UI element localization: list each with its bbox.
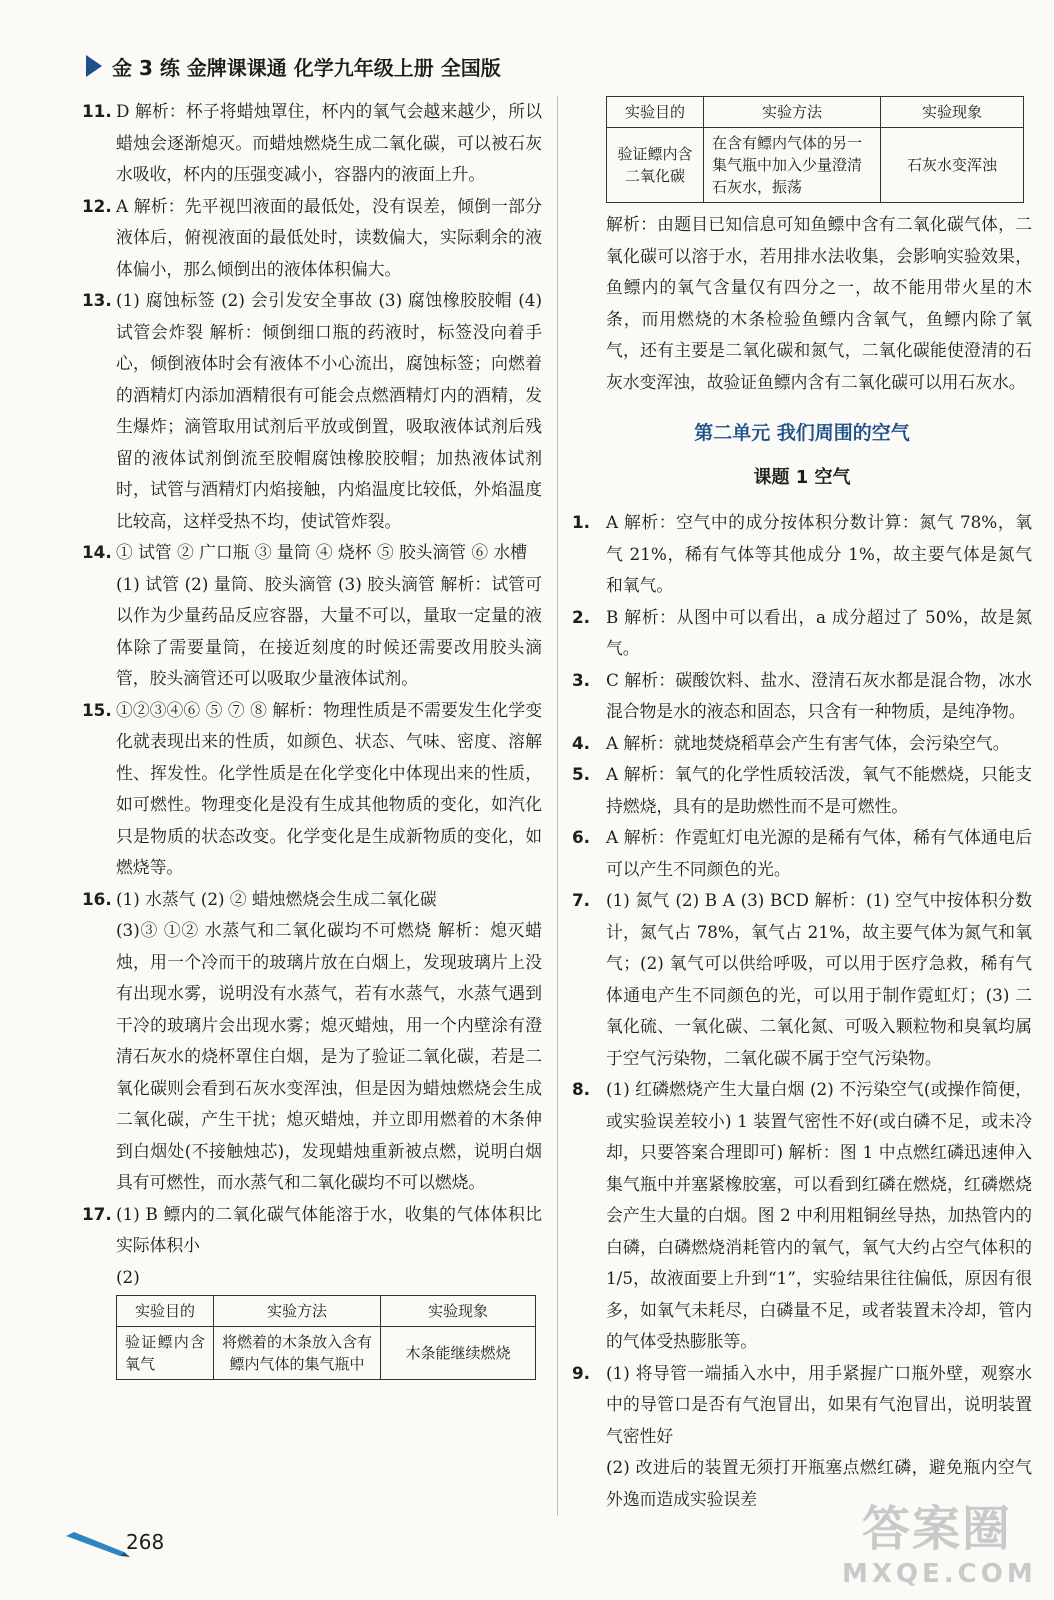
table-header: 实验目的 (607, 97, 704, 128)
header-title: 金 3 练 金牌课课通 化学九年级上册 全国版 (112, 55, 501, 80)
question-4: 4. A 解析：就地焚烧稻草会产生有害气体，会污染空气。 (572, 732, 1010, 753)
question-11: 11. D 解析：杯子将蜡烛罩住，杯内的氧气会越来越少，所以蜡烛会逐渐熄灭。而蜡烛燃烧生成二氧化碳，可以被石灰水吸收，杯内的压强变减小，容器内的液面上升。 (82, 101, 542, 184)
question-3: 3. C 解析：碳酸饮料、盐水、澄清石灰水都是混合物，冰水混合物是水的液态和固态，只含有一种物质，是纯净物。 (572, 669, 1032, 721)
left-column (82, 96, 542, 1380)
table-cell: 验证鳔内含二氧化碳 (607, 128, 704, 203)
question-15: 15. ①②③④⑥ ⑤ ⑦ ⑧ 解析：物理性质是不需要发生化学变化就表现出来的性质，如颜色、状态、气味、密度、溶解性、挥发性。化学性质是在化学变化中体现出来的性质，如可燃性。物理变化是没有生成其他物质的变化，如汽化只是物质的状态改变。化学变化是生成新物质的变化，如燃烧等。 (82, 699, 542, 877)
table-header: 实验方法 (704, 97, 881, 128)
question-17-sub: (2) (116, 1266, 140, 1287)
question-12: 12. A 解析：先平视凹液面的最低处，没有误差，倾倒一部分液体后，俯视液面的最低处时，读数偏大，实际剩余的液体偏小，那么倾倒出的液体体积偏大。 (82, 195, 542, 279)
question-7: 7. (1) 氮气 (2) B A (3) BCD 解析：(1) 空气中按体积分数计，氮气占 78%，氧气占 21%，故主要气体为氮气和氧气；(2) 氧气可以供给呼吸，可以用于医疗急救，稀有气体通电产生不同颜色的光，可以用于制作霓虹灯；(3) 二氧化硫、一氧化碳、二氧化氮、可吸入颗粒物和臭氧均属于空气污染物，二氧化碳不属于空气污染物。 (572, 890, 1032, 1068)
question-16-sub: (3)③ ①② 水蒸气和二氧化碳均不可燃烧 解析：熄灭蜡烛，用一个冷而干的玻璃片放在白烟上，发现玻璃片上没有出现水雾，说明没有水蒸气，若有水蒸气，水蒸气遇到干冷的玻璃片会出现水雾；熄灭蜡烛，用一个内壁涂有澄清石灰水的烧杯罩住白烟，是为了验证二氧化碳，若是二氧化碳则会看到石灰水变浑浊，但是因为蜡烛燃烧会生成二氧化碳，产生干扰；熄灭蜡烛，并立即用燃着的木条伸到白烟处(不接触烛芯)，发现蜡烛重新被点燃，说明白烟具有可燃性，而水蒸气和二氧化碳均不可以燃烧。 (116, 920, 542, 1192)
q17-analysis: 解析：由题目已知信息可知鱼鳔中含有二氧化碳气体，二氧化碳可以溶于水，若用排水法收集，会影响实验效果，鱼鳔内的氧气含量仅有四分之一，故不能用带火星的木条，而用燃烧的木条检验鱼鳔内含氧气，鱼鳔内除了氧气，还有主要是二氧化碳和氮气，二氧化碳能使澄清的石灰水变浑浊，故验证鱼鳔内含有二氧化碳可以用石灰水。 (606, 214, 1032, 392)
unit-title: 第二单元 我们周围的空气 (694, 422, 910, 444)
question-5: 5. A 解析：氧气的化学性质较活泼，氧气不能燃烧，只能支持燃烧，具有的是助燃性而不是可燃性。 (572, 764, 1032, 816)
question-14-sub: (1) 试管 (2) 量筒、胶头滴管 (3) 胶头滴管 解析：试管可以作为少量药品反应容器，大量不可以，量取一定量的液体除了需要量筒，在接近刻度的时候还需要改用胶头滴管，胶头滴管还可以吸取少量液体试剂。 (116, 573, 542, 688)
page-header (86, 46, 501, 86)
page-number-area (62, 1528, 164, 1558)
question-16: 16. (1) 水蒸气 (2) ② 蜡烛燃烧会生成二氧化碳 (82, 888, 437, 909)
pen-icon (62, 1528, 132, 1558)
question-2: 2. B 解析：从图中可以看出，a 成分超过了 50%，故是氮气。 (572, 606, 1032, 658)
question-9-sub: (2) 改进后的装置无须打开瓶塞点燃红磷，避免瓶内空气外逸而造成实验误差 (606, 1457, 1032, 1509)
table-cell: 在含有鳔内气体的另一集气瓶中加入少量澄清石灰水，振荡 (704, 128, 881, 203)
table-cell: 将燃着的木条放入含有鳔内气体的集气瓶中 (214, 1327, 381, 1380)
question-13: 13. (1) 腐蚀标签 (2) 会引发安全事故 (3) 腐蚀橡胶胶帽 (4) 试管会炸裂 解析：倾倒细口瓶的药液时，标签没向着手心，倾倒液体时会有液体不小心流出，腐蚀标签；向燃着的酒精灯内添加酒精很有可能会点燃酒精灯内的酒精，发生爆炸；滴管取用试剂后平放或倒置，吸取液体试剂后残留的液体试剂倒流至胶帽腐蚀橡胶胶帽；加热液体试剂时，试管与酒精灯内焰接触，内焰温度比较低，外焰温度比较高，这样受热不均，使试管炸裂。 (82, 290, 542, 531)
table-cell: 木条能继续燃烧 (381, 1327, 536, 1380)
header-triangle-icon (86, 55, 102, 77)
question-8: 8. (1) 红磷燃烧产生大量白烟 (2) 不污染空气(或操作简便，或实验误差较小) 1 装置气密性不好(或白磷不足，或未冷却，只要答案合理即可) 解析：图 1 中点燃红磷迅速伸入集气瓶中并塞紧橡胶塞，可以看到红磷在燃烧，红磷燃烧会产生大量的白烟。图 2 中利用粗铜丝导热，加热管内的白磷，白磷燃烧消耗管内的氧气，氧气大约占空气体积的 1/5，故液面要上升到“1”，实验结果往往偏低，原因有很多，如氧气未耗尽，白磷量不足，或者装置未冷却，管内的气体受热膨胀等。 (572, 1079, 1032, 1351)
column-divider (557, 96, 558, 1516)
table-header: 实验方法 (214, 1296, 381, 1327)
page-number: 268 (126, 1530, 165, 1554)
table-header: 实验现象 (381, 1296, 536, 1327)
question-17: 17. (1) B 鳔内的二氧化碳气体能溶于水，收集的气体体积比实际体积小 (82, 1203, 542, 1255)
table-cell: 验证鳔内含氧气 (117, 1327, 214, 1380)
question-6: 6. A 解析：作霓虹灯电光源的是稀有气体，稀有气体通电后可以产生不同颜色的光。 (572, 827, 1032, 879)
question-1: 1. A 解析：空气中的成分按体积分数计算：氮气 78%，氧气 21%，稀有气体等其他成分 1%，故主要气体是氮气和氧气。 (572, 512, 1032, 595)
question-14: 14. ① 试管 ② 广口瓶 ③ 量筒 ④ 烧杯 ⑤ 胶头滴管 ⑥ 水槽 (82, 542, 528, 562)
table-cell: 石灰水变浑浊 (881, 128, 1024, 203)
table-header: 实验现象 (881, 97, 1024, 128)
co2-experiment-table (606, 96, 1024, 203)
table-header: 实验目的 (117, 1296, 214, 1327)
right-column (572, 96, 1032, 1515)
lesson-title: 课题 1 空气 (753, 466, 851, 488)
question-9: 9. (1) 将导管一端插入水中，用手紧握广口瓶外壁，观察水中的导管口是否有气泡冒出，如果有气泡冒出，说明装置气密性好 (572, 1362, 1032, 1446)
oxygen-experiment-table (116, 1295, 536, 1380)
watermark: 答案圈 MXQE.COM (842, 1501, 1037, 1589)
